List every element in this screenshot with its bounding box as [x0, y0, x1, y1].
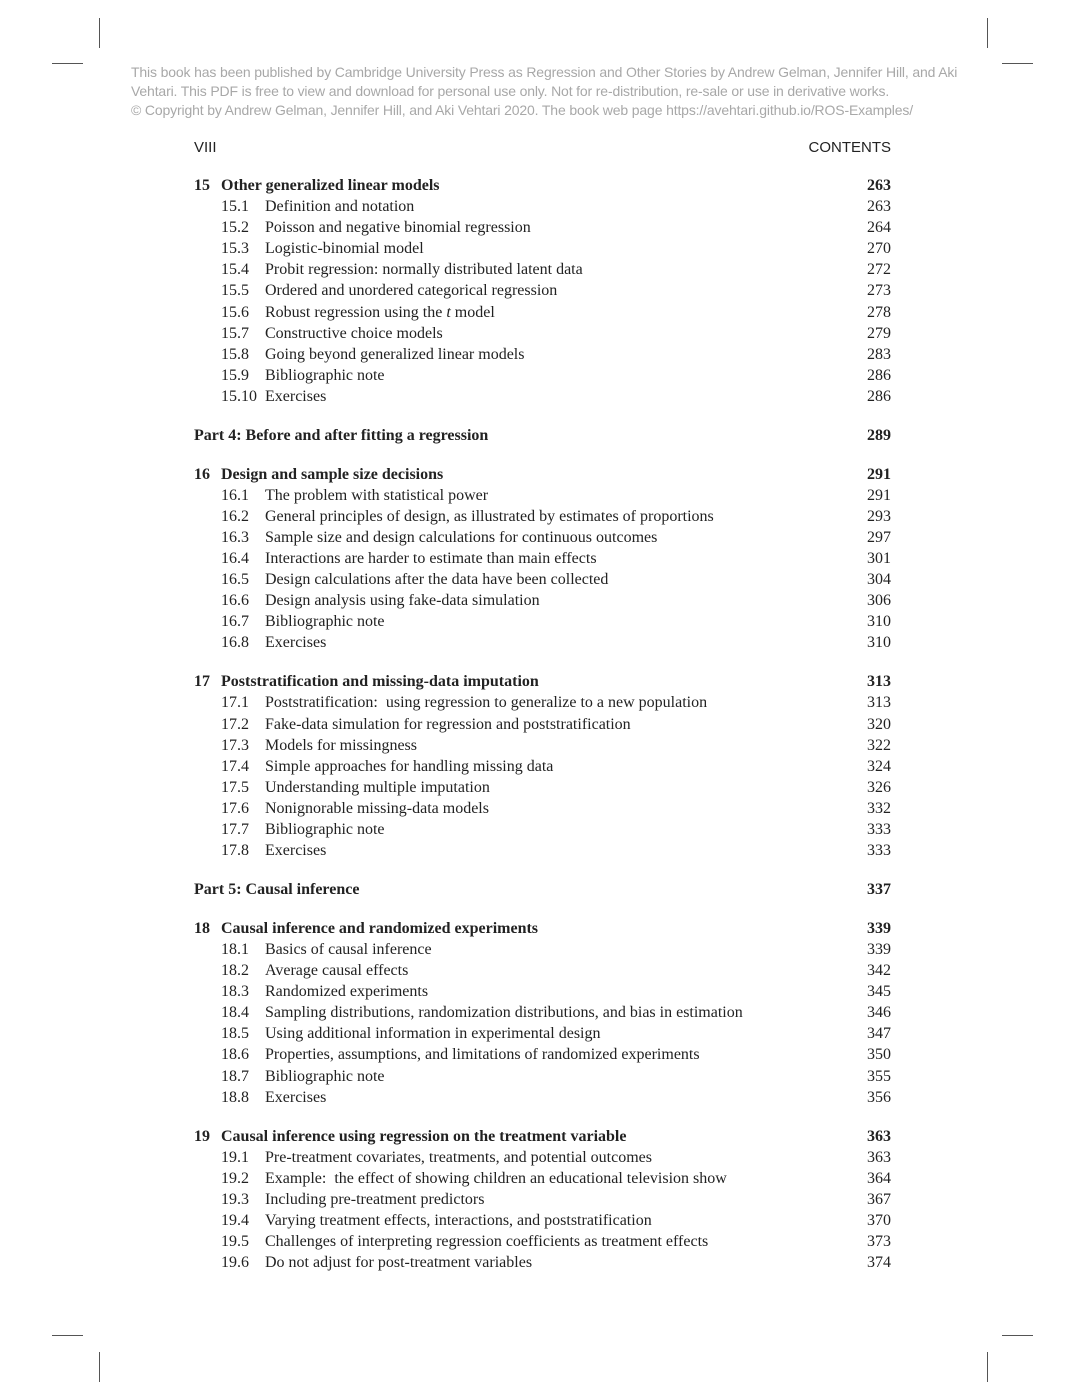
entry-title-text: Using additional information in experimental design [265, 1025, 601, 1043]
entry-title [265, 1231, 708, 1252]
toc-section-entry[interactable] [194, 386, 891, 407]
entry-title [265, 302, 495, 323]
section-number: 19.6 [221, 1254, 249, 1272]
toc-section-entry[interactable] [194, 1002, 891, 1023]
toc-section-entry[interactable] [194, 323, 891, 344]
section-number: 15.10 [221, 387, 257, 405]
part-block [194, 425, 891, 446]
page-ref: 310 [867, 613, 891, 631]
crop-mark [52, 1335, 83, 1336]
page-ref: 350 [867, 1046, 891, 1064]
chapter-block [194, 464, 891, 654]
entry-title: Causal inference using regression on the treatment variable [221, 1127, 627, 1145]
section-number: 18.1 [221, 940, 249, 958]
section-number: 15.3 [221, 240, 249, 258]
toc-section-entry[interactable] [194, 840, 891, 861]
page-ref: 339 [867, 919, 891, 937]
chapter-heading[interactable] [194, 1126, 891, 1147]
toc-section-entry[interactable] [194, 569, 891, 590]
page-ref: 345 [867, 983, 891, 1001]
section-number: 19.5 [221, 1233, 249, 1250]
page-ref: 363 [867, 1127, 891, 1145]
page-ref: 313 [867, 673, 891, 691]
section-number: 16.4 [221, 550, 249, 568]
entry-title [265, 1087, 326, 1108]
toc-section-entry[interactable] [194, 1066, 891, 1087]
toc-section-entry[interactable] [194, 981, 891, 1002]
entry-title-text: The problem with statistical power [265, 486, 489, 504]
section-number: 17.5 [221, 778, 249, 796]
page-ref: 310 [867, 634, 891, 652]
entry-title [265, 280, 557, 301]
part-heading[interactable] [194, 879, 891, 900]
crop-mark [987, 1352, 988, 1382]
page-ref: 297 [867, 529, 891, 546]
entry-title: Part 4: Before and after fitting a regression [194, 426, 489, 444]
entry-title-text: Pre-treatment covariates, treatments, and potential outcomes [265, 1148, 652, 1166]
section-number: 15.7 [221, 324, 249, 342]
entry-title [265, 259, 583, 280]
page-ref: 339 [867, 940, 891, 958]
toc-section-entry[interactable] [194, 1044, 891, 1065]
entry-title-text: Sampling distributions, randomization distributions, and bias in estimation [265, 1004, 743, 1022]
page-ref: 332 [867, 799, 891, 817]
page-ref: 337 [867, 881, 891, 898]
entry-title-text: Design calculations after the data have been collected [265, 571, 609, 589]
page-ref: 270 [867, 240, 891, 258]
entry-title [265, 1147, 652, 1168]
section-number: 15.8 [221, 345, 249, 363]
entry-title [265, 238, 424, 259]
toc-section-entry[interactable] [194, 217, 891, 238]
entry-title-text: Probit regression: normally distributed latent data [265, 261, 583, 279]
toc-section-entry[interactable] [194, 960, 891, 981]
page-ref: 367 [867, 1190, 891, 1208]
entry-title-text: Including pre-treatment predictors [265, 1190, 485, 1208]
entry-title [265, 777, 490, 798]
entry-title: Design and sample size decisions [221, 465, 444, 483]
chapter-heading[interactable] [194, 918, 891, 939]
toc-section-entry[interactable] [194, 798, 891, 819]
section-number: 18.2 [221, 962, 249, 980]
entry-title [265, 527, 657, 548]
section-number: 16.2 [221, 507, 249, 525]
entry-title-text: Ordered and unordered categorical regression [265, 282, 558, 300]
entry-title [265, 692, 707, 713]
entry-title-text: Challenges of interpreting regression coefficients as treatment effects [265, 1233, 709, 1250]
page-ref: 333 [867, 821, 891, 839]
page-ref: 320 [867, 715, 891, 733]
entry-title [265, 939, 432, 960]
copyright-notice-line: Vehtari. This PDF is free to view and download for personal use only. Not for re-distribution, re-sale or use in derivative works. [131, 83, 890, 99]
entry-title [265, 1252, 532, 1273]
entry-title-text: Simple approaches for handling missing data [265, 757, 554, 775]
copyright-notice-line: This book has been published by Cambridge University Press as Regression and Other Stories by Andrew Gelman, Jennifer Hill, and Aki [131, 64, 958, 80]
toc-section-entry[interactable] [194, 1147, 891, 1168]
page-ref: 370 [867, 1211, 891, 1229]
page-ref: 283 [867, 345, 891, 363]
section-number: 18.3 [221, 983, 249, 1001]
toc-section-entry[interactable] [194, 1231, 891, 1252]
toc-section-entry[interactable] [194, 1168, 891, 1189]
entry-title-text: Design analysis using fake-data simulation [265, 592, 540, 610]
entry-title: Other generalized linear models [221, 177, 440, 194]
toc-section-entry[interactable] [194, 632, 891, 653]
page-ref: 346 [867, 1004, 891, 1022]
copyright-notice-line: © Copyright by Andrew Gelman, Jennifer Hill, and Aki Vehtari 2020. The book web page https://avehtari.github.io/ROS-Examples/ [131, 102, 913, 118]
page-ref: 356 [867, 1088, 891, 1106]
section-number: 17.2 [221, 715, 249, 733]
section-number: 16.5 [221, 571, 249, 589]
entry-title-text: Do not adjust for post-treatment variables [265, 1254, 533, 1272]
entry-title-text: Example: the effect of showing children an educational television show [265, 1169, 727, 1187]
entry-title-text: Exercises [265, 842, 327, 860]
toc-section-entry[interactable] [194, 506, 891, 527]
entry-title-text: Logistic-binomial model [265, 240, 424, 258]
entry-title-text: model [450, 303, 495, 321]
entry-title [265, 1066, 385, 1087]
section-number: 19.2 [221, 1169, 249, 1187]
section-number: 15.9 [221, 366, 249, 384]
page-ref: 364 [867, 1169, 891, 1187]
crop-mark [99, 1352, 100, 1382]
section-number: 18.4 [221, 1004, 249, 1022]
chapter-number: 15 [194, 177, 210, 194]
entry-title-text: Bibliographic note [265, 366, 385, 384]
entry-title [265, 735, 417, 756]
section-number: 19.4 [221, 1211, 249, 1229]
section-number: 15.6 [221, 303, 249, 321]
section-number: 17.4 [221, 757, 249, 775]
chapter-block [194, 918, 891, 1108]
section-number: 18.5 [221, 1025, 249, 1043]
entry-title-text: Going beyond generalized linear models [265, 345, 525, 363]
entry-title-text: Sample size and design calculations for continuous outcomes [265, 529, 658, 546]
entry-title [265, 1189, 484, 1210]
entry-title-text: Poststratification: using regression to generalize to a new population [265, 694, 708, 712]
page-ref: 279 [867, 324, 891, 342]
toc-section-entry[interactable] [194, 756, 891, 777]
toc-section-entry[interactable] [194, 692, 891, 713]
section-number: 17.3 [221, 736, 249, 754]
entry-title: Poststratification and missing-data imputation [221, 673, 539, 691]
page-ref: 291 [867, 465, 891, 483]
part-block [194, 879, 891, 900]
entry-title-text: Models for missingness [265, 736, 417, 754]
section-number: 19.3 [221, 1190, 249, 1208]
page-number: VIII [194, 139, 217, 156]
entry-title-italic: t [446, 303, 451, 321]
entry-title-text: Basics of causal inference [265, 940, 432, 958]
section-number: 15.4 [221, 261, 249, 279]
toc-section-entry[interactable] [194, 735, 891, 756]
crop-mark [52, 63, 83, 64]
toc-section-entry[interactable] [194, 280, 891, 301]
page-ref: 326 [867, 778, 891, 796]
chapter-heading[interactable] [194, 464, 891, 485]
section-number: 17.8 [221, 842, 249, 860]
entry-title [265, 981, 428, 1002]
entry-title [265, 714, 631, 735]
chapter-heading[interactable] [194, 175, 891, 196]
page-ref: 301 [867, 550, 891, 568]
chapter-number: 19 [194, 1127, 210, 1145]
chapter-heading[interactable] [194, 671, 891, 692]
entry-title-text: Interactions are harder to estimate than main effects [265, 550, 597, 568]
entry-title-text: Nonignorable missing-data models [265, 799, 489, 817]
page-ref: 278 [867, 303, 891, 321]
entry-title [265, 1044, 700, 1065]
entry-title [265, 1002, 743, 1023]
entry-title-text: Exercises [265, 634, 327, 652]
entry-title [265, 344, 524, 365]
entry-title [265, 960, 408, 981]
chapter-number: 16 [194, 465, 210, 483]
toc-section-entry[interactable] [194, 714, 891, 735]
page-ref: 273 [867, 282, 891, 300]
section-number: 16.7 [221, 613, 249, 631]
entry-title-text: Bibliographic note [265, 613, 385, 631]
entry-title [265, 569, 608, 590]
page-ref: 263 [867, 198, 891, 216]
section-number: 16.6 [221, 592, 249, 610]
toc-section-entry[interactable] [194, 344, 891, 365]
chapter-number: 17 [194, 673, 210, 691]
section-number: 19.1 [221, 1148, 249, 1166]
table-of-contents [194, 175, 891, 1291]
toc-section-entry[interactable] [194, 527, 891, 548]
chapter-block [194, 1126, 891, 1274]
page-ref: 374 [867, 1254, 891, 1272]
section-number: 18.6 [221, 1046, 249, 1064]
page-ref: 289 [867, 426, 891, 444]
page-ref: 322 [867, 736, 891, 754]
entry-title [265, 840, 326, 861]
section-number: 15.2 [221, 219, 249, 237]
page-ref: 293 [867, 507, 891, 525]
section-number: 15.1 [221, 198, 249, 216]
toc-section-entry[interactable] [194, 819, 891, 840]
page-ref: 263 [867, 177, 891, 194]
toc-section-entry[interactable] [194, 365, 891, 386]
toc-section-entry[interactable] [194, 1087, 891, 1108]
toc-section-entry[interactable] [194, 777, 891, 798]
entry-title-text: Exercises [265, 1088, 327, 1106]
part-heading[interactable] [194, 425, 891, 446]
entry-title-text: General principles of design, as illustrated by estimates of proportions [265, 507, 714, 525]
crop-mark [1002, 63, 1033, 64]
entry-title-text: Randomized experiments [265, 983, 429, 1001]
toc-section-entry[interactable] [194, 1210, 891, 1231]
page-ref: 272 [867, 261, 891, 279]
chapter-block [194, 671, 891, 861]
entry-title [265, 819, 385, 840]
entry-title: Causal inference and randomized experiments [221, 919, 539, 937]
page-ref: 342 [867, 962, 891, 980]
page-ref: 304 [867, 571, 891, 589]
entry-title [265, 506, 714, 527]
page-ref: 373 [867, 1233, 891, 1250]
page-ref: 286 [867, 366, 891, 384]
entry-title [265, 323, 443, 344]
toc-section-entry[interactable] [194, 548, 891, 569]
entry-title [265, 386, 326, 407]
entry-title [265, 632, 326, 653]
entry-title [265, 798, 489, 819]
entry-title-text: Properties, assumptions, and limitations of randomized experiments [265, 1046, 700, 1064]
section-number: 16.8 [221, 634, 249, 652]
toc-section-entry[interactable] [194, 1189, 891, 1210]
entry-title-text: Definition and notation [265, 198, 415, 216]
entry-title-text: Understanding multiple imputation [265, 778, 490, 796]
running-title: CONTENTS [808, 139, 891, 156]
toc-section-entry[interactable] [194, 196, 891, 217]
entry-title-text: Bibliographic note [265, 821, 385, 839]
entry-title [265, 485, 488, 506]
toc-section-entry[interactable] [194, 485, 891, 506]
page-ref: 363 [867, 1148, 891, 1166]
toc-section-entry[interactable] [194, 238, 891, 259]
chapter-number: 18 [194, 919, 210, 937]
entry-title-text: Average causal effects [265, 962, 409, 980]
crop-mark [99, 18, 100, 48]
entry-title-text: Exercises [265, 387, 327, 405]
entry-title [265, 1210, 652, 1231]
entry-title [265, 217, 531, 238]
page-ref: 324 [867, 757, 891, 775]
entry-title-text: Fake-data simulation for regression and poststratification [265, 715, 631, 733]
page-ref: 355 [867, 1067, 891, 1085]
entry-title-text: Robust regression using the [265, 303, 447, 321]
toc-section-entry[interactable] [194, 590, 891, 611]
page-ref: 347 [867, 1025, 891, 1043]
entry-title [265, 1023, 600, 1044]
toc-section-entry[interactable] [194, 302, 891, 323]
entry-title [265, 756, 553, 777]
entry-title [265, 1168, 727, 1189]
toc-section-entry[interactable] [194, 611, 891, 632]
chapter-block [194, 175, 891, 407]
entry-title-text: Poisson and negative binomial regression [265, 219, 531, 237]
section-number: 16.1 [221, 486, 249, 504]
crop-mark [1002, 1335, 1033, 1336]
section-number: 18.7 [221, 1067, 249, 1085]
section-number: 17.6 [221, 799, 249, 817]
toc-section-entry[interactable] [194, 1252, 891, 1273]
page-ref: 333 [867, 842, 891, 860]
crop-mark [987, 18, 988, 48]
section-number: 17.7 [221, 821, 249, 839]
toc-section-entry[interactable] [194, 259, 891, 280]
page-ref: 313 [867, 694, 891, 712]
entry-title [265, 611, 385, 632]
entry-title [265, 548, 597, 569]
page-ref: 286 [867, 387, 891, 405]
entry-title [265, 196, 414, 217]
entry-title-text: Bibliographic note [265, 1067, 385, 1085]
section-number: 15.5 [221, 282, 249, 300]
page-ref: 306 [867, 592, 891, 610]
toc-section-entry[interactable] [194, 939, 891, 960]
section-number: 18.8 [221, 1088, 249, 1106]
toc-section-entry[interactable] [194, 1023, 891, 1044]
entry-title-text: Constructive choice models [265, 324, 443, 342]
page-ref: 291 [867, 486, 891, 504]
entry-title [265, 590, 540, 611]
entry-title: Part 5: Causal inference [194, 881, 360, 898]
page-ref: 264 [867, 219, 891, 237]
entry-title-text: Varying treatment effects, interactions, and poststratification [265, 1211, 652, 1229]
section-number: 16.3 [221, 529, 249, 546]
entry-title [265, 365, 385, 386]
section-number: 17.1 [221, 694, 249, 712]
